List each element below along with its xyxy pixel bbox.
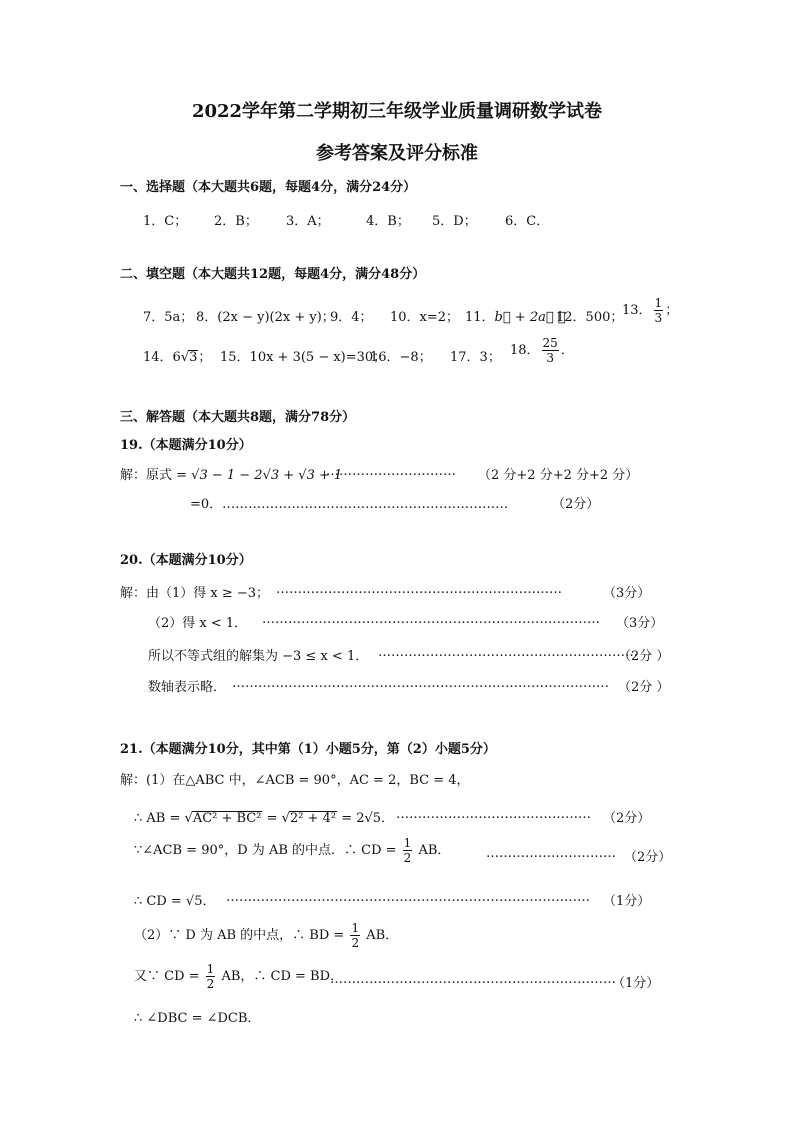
q21-l2-radicand-2: 2² + 4² bbox=[289, 811, 337, 826]
q21-dots-3: ………………………… bbox=[486, 846, 616, 861]
q21-l5-pre: （2）∵ D 为 AB 的中点，∴ BD = bbox=[134, 928, 349, 943]
answer-12: 12．500； bbox=[556, 310, 624, 325]
q21-l2-mid: = bbox=[262, 811, 282, 826]
fraction-denominator: 2 bbox=[403, 851, 412, 865]
q20-title: 20.（本题满分10分） bbox=[120, 553, 252, 568]
q21-l6-end: AB，∴ CD = BD． bbox=[217, 969, 344, 984]
page-subtitle: 参考答案及评分标准 bbox=[316, 143, 478, 164]
q21-line-7: ∴ ∠DBC = ∠DCB． bbox=[134, 1011, 261, 1026]
q19-label: 解：原式 = bbox=[120, 468, 192, 483]
q20-line-2: （2）得 x < 1． bbox=[148, 616, 248, 631]
q20-line-3: 所以不等式组的解集为 −3 ≤ x < 1． bbox=[148, 649, 369, 664]
q20-score-3: （2分 ） bbox=[618, 649, 670, 664]
fraction-denominator: 2 bbox=[206, 977, 215, 991]
q21-line-1: 解：(1）在△ABC 中，∠ACB = 90°，AC = 2，BC = 4， bbox=[120, 773, 470, 788]
answer-10: 10．x=2； bbox=[390, 310, 460, 325]
answer-18 bbox=[510, 336, 574, 365]
answer-1: 1．C； bbox=[143, 214, 188, 229]
page-title: 2022学年第二学期初三年级学业质量调研数学试卷 bbox=[191, 101, 603, 122]
answer-16: 16．−8； bbox=[370, 350, 432, 365]
fraction-denominator: 2 bbox=[351, 936, 360, 950]
q21-l3-pre: ∵∠ACB = 90°，D 为 AB 的中点．∴ CD = bbox=[134, 843, 401, 858]
answer-7: 7．5a； bbox=[143, 310, 194, 325]
answer-5: 5．D； bbox=[432, 214, 477, 229]
q19-title: 19.（本题满分10分） bbox=[120, 438, 252, 453]
answer-18-end: ． bbox=[560, 343, 574, 358]
q21-l5-fraction bbox=[350, 921, 360, 950]
q21-score-3: （2分） bbox=[624, 850, 672, 865]
q21-score-4: （1分） bbox=[603, 894, 651, 909]
q21-dots-2: ……………………………………… bbox=[396, 807, 591, 822]
fraction-numerator: 25 bbox=[542, 336, 558, 350]
q20-dots-3: …………………………………………………… bbox=[378, 645, 638, 660]
q20-dots-1: ………………………………………………………… bbox=[276, 582, 562, 597]
q21-line-4: ∴ CD = √5． bbox=[134, 894, 216, 909]
q21-title: 21.（本题满分10分，其中第（1）小题5分，第（2）小题5分） bbox=[120, 742, 496, 757]
section-heading-fill: 二、填空题（本大题共12题，每题4分，满分48分） bbox=[120, 267, 426, 282]
section-heading-solutions: 三、解答题（本大题共8题，满分78分） bbox=[120, 410, 356, 425]
q21-score-2: （2分） bbox=[603, 811, 651, 826]
q21-line-2: ∴ AB = √AC² + BC² = √2² + 4² = 2√5． bbox=[134, 811, 395, 826]
section-heading-choice: 一、选择题（本大题共6题，每题4分，满分24分） bbox=[120, 180, 417, 195]
q20-score-2: （3分） bbox=[616, 616, 664, 631]
q20-score-4: （2分 ） bbox=[618, 680, 670, 695]
q21-l6-pre: 又∵ CD = bbox=[134, 969, 204, 984]
q19-line-1 bbox=[120, 464, 342, 483]
q21-dots-4: ………………………………………………………………………… bbox=[226, 890, 590, 905]
fraction-numerator: 1 bbox=[206, 962, 215, 976]
q19-expression: √3 − 1 − 2√3 + √3 + 1 bbox=[191, 468, 343, 483]
fraction-numerator: 1 bbox=[351, 921, 360, 935]
q19-line-2: =0．………………………………………………………… bbox=[190, 497, 509, 512]
q20-dots-2: …………………………………………………………………… bbox=[262, 612, 600, 627]
answer-14: 14．6√3； bbox=[143, 350, 212, 365]
answer-13-fraction bbox=[654, 296, 664, 325]
q20-line-4: 数轴表示略． bbox=[148, 680, 227, 695]
answer-8: 8．(2x − y)(2x + y)； bbox=[196, 310, 335, 325]
answer-13 bbox=[622, 296, 678, 325]
q21-l6-fraction bbox=[206, 962, 216, 991]
q21-l2-end: = 2√5． bbox=[337, 811, 395, 826]
q20-dots-4: …………………………………………………………………………… bbox=[232, 676, 609, 691]
q21-l5-end: AB． bbox=[362, 928, 399, 943]
q20-line-1: 解：由（1）得 x ≥ −3； bbox=[120, 586, 270, 601]
answer-17: 17．3； bbox=[450, 350, 501, 365]
q21-line-6 bbox=[134, 962, 343, 991]
q21-l2-pre: ∴ AB = bbox=[134, 811, 185, 826]
q21-line-5 bbox=[134, 921, 398, 950]
answer-14-number: 14． bbox=[143, 350, 173, 365]
q19-dots-1: ………………………… bbox=[326, 464, 456, 479]
q20-score-1: （3分） bbox=[603, 586, 651, 601]
fraction-numerator: 1 bbox=[654, 296, 663, 310]
answer-11-number: 11． bbox=[465, 310, 495, 325]
answer-18-fraction bbox=[542, 336, 559, 365]
q19-score-2: （2分） bbox=[552, 497, 600, 512]
q21-l3-fraction bbox=[403, 836, 413, 865]
answer-13-number: 13． bbox=[622, 303, 652, 318]
answer-11-expression: b⃗ + 2a⃗ ； bbox=[494, 310, 566, 325]
answer-2: 2．B； bbox=[214, 214, 258, 229]
answer-6: 6．C． bbox=[505, 214, 550, 229]
answer-9: 9．4； bbox=[330, 310, 373, 325]
answer-11 bbox=[465, 306, 566, 325]
fraction-denominator: 3 bbox=[546, 351, 554, 365]
q21-score-6: （1分） bbox=[612, 976, 660, 991]
q21-l3-end: AB． bbox=[414, 843, 451, 858]
q21-dots-6: ………………………………………………………… bbox=[330, 972, 616, 987]
answer-3: 3．A； bbox=[286, 214, 330, 229]
fraction-numerator: 1 bbox=[403, 836, 412, 850]
q21-l2-radicand-1: AC² + BC² bbox=[192, 811, 262, 826]
answer-14-coef: 6 bbox=[172, 350, 181, 365]
answer-13-end: ； bbox=[665, 303, 679, 318]
answer-4: 4．B； bbox=[366, 214, 410, 229]
q19-score-1: （2 分+2 分+2 分+2 分） bbox=[478, 468, 639, 483]
answer-18-number: 18． bbox=[510, 343, 540, 358]
fraction-denominator: 3 bbox=[654, 311, 663, 325]
answer-14-radicand: 3 bbox=[189, 350, 198, 365]
answer-14-end: ； bbox=[198, 350, 212, 365]
q21-line-3 bbox=[134, 836, 450, 865]
answer-15: 15．10x + 3(5 − x)=30； bbox=[220, 350, 387, 365]
